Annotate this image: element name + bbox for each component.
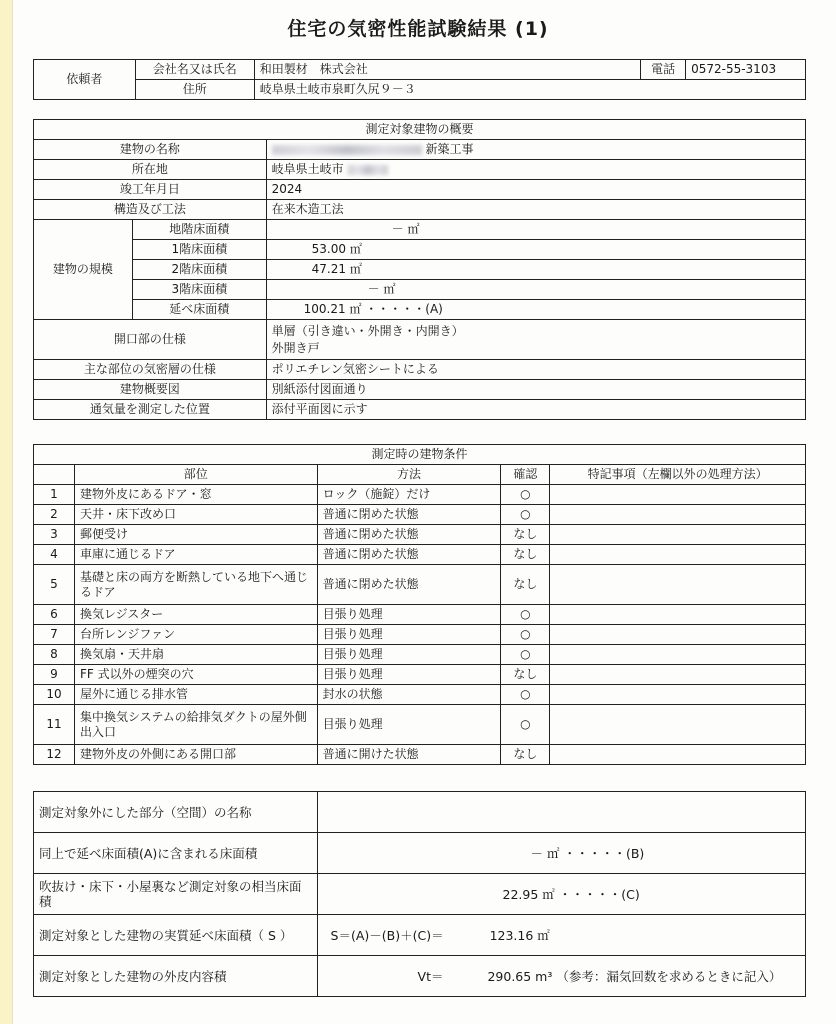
row-notes [550,485,806,505]
area-value [266,240,805,260]
row-part: 郵便受け [74,525,317,545]
actual-value-text: 123.16 ㎡ [489,927,550,943]
included-value [317,833,805,874]
row-method: 目張り処理 [317,705,501,745]
row-method: 普通に閉めた状態 [317,545,501,565]
row-part: 車庫に通じるドア [74,545,317,565]
building-name-value [266,140,805,160]
row-notes [550,625,806,645]
client-address-label: 住所 [135,80,254,100]
row-check: なし [501,545,550,565]
row-no: 2 [34,505,75,525]
row-no: 9 [34,665,75,685]
row-part: 台所レンジファン [74,625,317,645]
row-check: なし [501,745,550,765]
redacted-block [272,145,422,155]
row-method: ロック（施錠）だけ [317,485,501,505]
row-method: 目張り処理 [317,605,501,625]
completion-label: 竣工年月日 [34,180,267,200]
row-part: 屋外に通じる排水管 [74,685,317,705]
col-part: 部位 [74,465,317,485]
table-row [34,745,806,765]
area-value-text: － ㎡ [367,282,396,297]
row-part: FF 式以外の煙突の穴 [74,665,317,685]
structure-label: 構造及び工法 [34,200,267,220]
opening-label: 開口部の仕様 [34,320,267,360]
row-notes [550,665,806,685]
included-value-text: － ㎡ ・・・・・(B) [530,845,645,861]
table-row [34,565,806,605]
row-no: 4 [34,545,75,565]
location-text: 岐阜県土岐市 [271,162,344,177]
table-row [34,665,806,685]
row-check: ○ [501,685,550,705]
client-name-label: 会社名又は氏名 [135,60,254,80]
area-value-text: 100.21 ㎡ ・・・・・(A) [303,302,443,317]
row-method: 普通に開けた状態 [317,745,501,765]
row-part: 建物外皮にあるドア・窓 [74,485,317,505]
table-row [34,645,806,665]
table-row [34,705,806,745]
row-part: 基礎と床の両方を断熱している地下へ通じるドア [74,565,317,605]
position-value: 添付平面図に示す [266,400,805,420]
row-notes [550,545,806,565]
row-no: 12 [34,745,75,765]
row-no: 6 [34,605,75,625]
row-notes [550,565,806,605]
row-no: 11 [34,705,75,745]
col-check: 確認 [501,465,550,485]
row-method: 普通に閉めた状態 [317,565,501,605]
conditions-table [33,444,806,765]
row-notes [550,745,806,765]
row-check: ○ [501,625,550,645]
location-value [266,160,805,180]
volume-value [317,956,805,997]
building-table [33,119,806,420]
row-part: 天井・床下改め口 [74,505,317,525]
volume-label: 測定対象とした建物の外皮内容積 [34,956,318,997]
row-check: なし [501,565,550,605]
excluded-value [317,792,805,833]
void-label: 吹抜け・床下・小屋裏など測定対象の相当床面積 [34,874,318,915]
row-notes [550,705,806,745]
excluded-label: 測定対象外にした部分（空間）の名称 [34,792,318,833]
row-part: 換気扇・天井扇 [74,645,317,665]
scale-label: 建物の規模 [34,220,133,320]
included-label: 同上で延べ床面積(A)に含まれる床面積 [34,833,318,874]
client-table [33,59,806,100]
row-check: ○ [501,645,550,665]
actual-value [317,915,805,956]
area-label: 地階床面積 [132,220,266,240]
volume-symbol: Vt＝ [417,968,444,984]
area-label: 延べ床面積 [132,300,266,320]
row-check: ○ [501,605,550,625]
area-label: 1階床面積 [132,240,266,260]
row-check: ○ [501,505,550,525]
area-value-text: － ㎡ [391,222,420,237]
actual-label: 測定対象とした建物の実質延べ床面積（ S ） [34,915,318,956]
header-blank [34,465,75,485]
area-value-text: 53.00 ㎡ [311,242,362,257]
table-row [34,685,806,705]
row-no: 10 [34,685,75,705]
row-no: 1 [34,485,75,505]
completion-value: 2024 [266,180,805,200]
area-value [266,280,805,300]
row-part: 換気レジスター [74,605,317,625]
position-label: 通気量を測定した位置 [34,400,267,420]
row-no: 8 [34,645,75,665]
area-value-text: 47.21 ㎡ [311,262,362,277]
row-check: ○ [501,705,550,745]
row-notes [550,645,806,665]
area-label: 2階床面積 [132,260,266,280]
area-label: 3階床面積 [132,280,266,300]
row-notes [550,505,806,525]
row-no: 5 [34,565,75,605]
opening-value [266,320,805,360]
table-row [34,625,806,645]
row-method: 普通に閉めた状態 [317,505,501,525]
col-method: 方法 [317,465,501,485]
area-value [266,300,805,320]
volume-value-text: 290.65 m³ （参考：漏気回数を求めるときに記入） [487,968,782,984]
row-check: ○ [501,485,550,505]
table-row [34,545,806,565]
void-value-text: 22.95 ㎡ ・・・・・(C) [502,886,640,902]
building-header: 測定対象建物の概要 [34,120,806,140]
structure-value: 在来木造工法 [266,200,805,220]
building-name-suffix: 新築工事 [425,142,474,157]
row-part: 集中換気システムの給排気ダクトの屋外側出入口 [74,705,317,745]
row-notes [550,525,806,545]
drawing-value: 別紙添付図面通り [266,380,805,400]
row-no: 3 [34,525,75,545]
client-phone-label: 電話 [641,60,686,80]
row-method: 目張り処理 [317,645,501,665]
table-row [34,525,806,545]
page-title: 住宅の気密性能試験結果 (1) [287,18,549,40]
area-value [266,260,805,280]
redacted-block [348,165,388,175]
airtight-label: 主な部位の気密層の仕様 [34,360,267,380]
col-notes: 特記事項（左欄以外の処理方法） [550,465,806,485]
client-phone-value: 0572-55-3103 [686,60,806,80]
client-name-value: 和田製材 株式会社 [254,60,640,80]
location-label: 所在地 [34,160,267,180]
building-name-label: 建物の名称 [34,140,267,160]
conditions-header: 測定時の建物条件 [34,445,806,465]
row-notes [550,685,806,705]
row-notes [550,605,806,625]
client-label: 依頼者 [34,60,136,100]
client-address-value: 岐阜県土岐市泉町久尻９－３ [254,80,805,100]
row-method: 目張り処理 [317,625,501,645]
opening-line-1: 単層（引き違い・外開き・内開き） [271,323,464,338]
row-method: 普通に閉めた状態 [317,525,501,545]
opening-line-2: 外開き戸 [271,341,320,355]
drawing-label: 建物概要図 [34,380,267,400]
table-row [34,505,806,525]
row-method: 目張り処理 [317,665,501,685]
table-row [34,605,806,625]
void-value [317,874,805,915]
row-no: 7 [34,625,75,645]
row-check: なし [501,665,550,685]
actual-formula: S＝(A)－(B)＋(C)＝ [330,927,444,943]
area-value [266,220,805,240]
row-method: 封水の状態 [317,685,501,705]
row-check: なし [501,525,550,545]
airtight-value: ポリエチレン気密シートによる [266,360,805,380]
summary-table [33,791,806,997]
table-row [34,485,806,505]
row-part: 建物外皮の外側にある開口部 [74,745,317,765]
